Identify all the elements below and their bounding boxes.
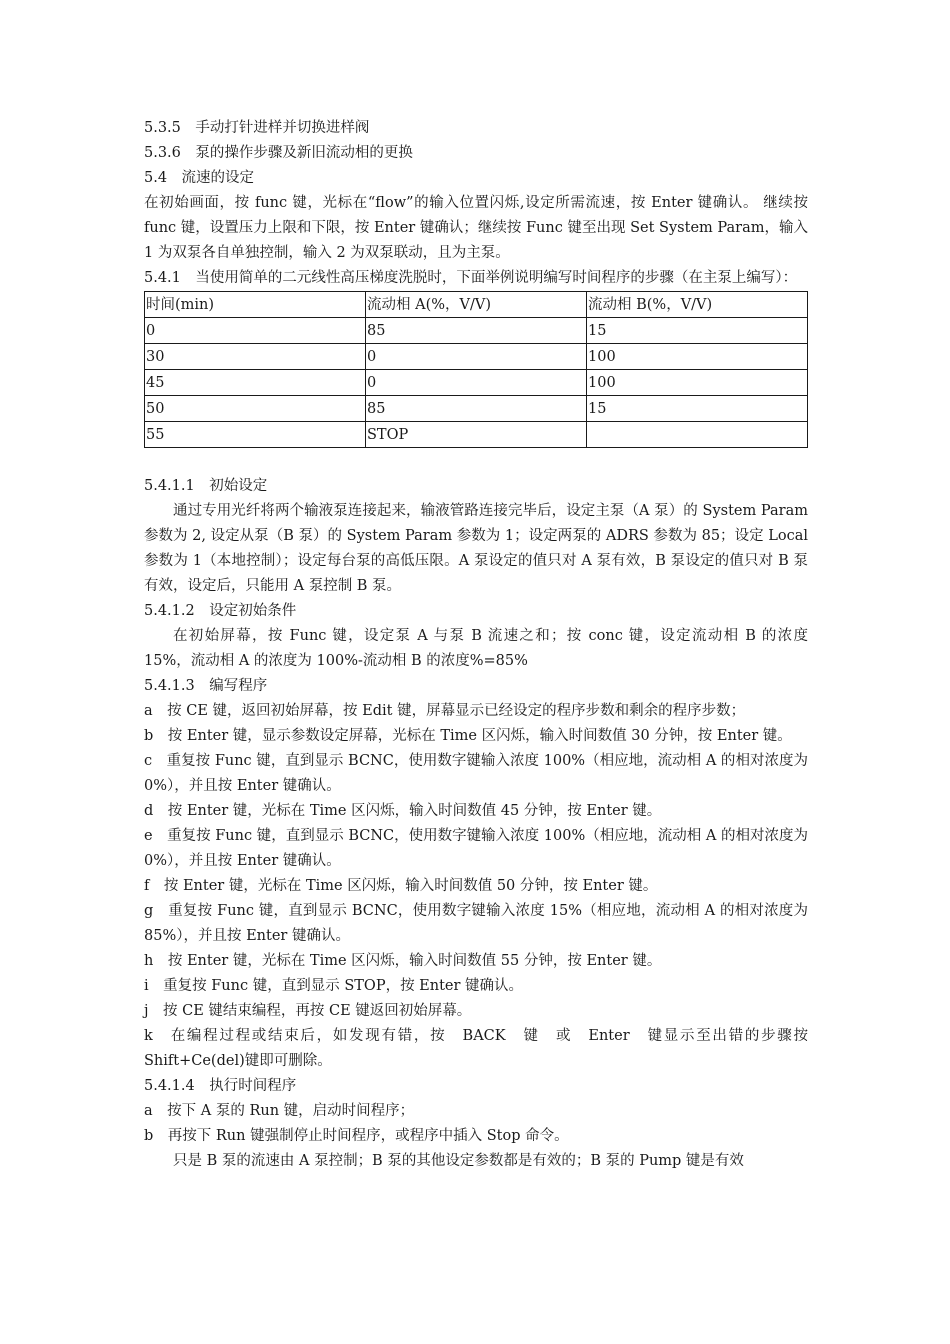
heading-5-4-1-2: 5.4.1.2 设定初始条件 [144,603,297,619]
table-header-row [145,292,808,318]
table-header-cell: 流动相 A(%，V/V) [366,292,587,318]
table-cell: STOP [366,422,587,448]
step-item: g 重复按 Func 键，直到显示 BCNC，使用数字键输入浓度 15%（相应地，流动相 A 的相对浓度为 85%），并且按 Enter 键确认。 [144,903,808,944]
document-body [144,116,808,1174]
table-cell: 30 [145,344,366,370]
heading-5-3-5: 5.3.5 手动打针进样并切换进样阀 [144,120,370,136]
table-row [145,318,808,344]
step-item: e 重复按 Func 键，直到显示 BCNC，使用数字键输入浓度 100%（相应地，流动相 A 的相对浓度为 0%），并且按 Enter 键确认。 [144,828,808,869]
step-item: k 在编程过程或结束后，如发现有错，按 BACK 键 或 Enter 键显示至出错的步骤按 Shift+Ce(del)键即可删除。 [144,1028,808,1069]
step-item: c 重复按 Func 键，直到显示 BCNC，使用数字键输入浓度 100%（相应地，流动相 A 的相对浓度为 0%），并且按 Enter 键确认。 [144,753,808,794]
spacer [144,448,808,474]
table-cell: 55 [145,422,366,448]
heading-5-4-1-1: 5.4.1.1 初始设定 [144,478,268,494]
table-cell: 0 [145,318,366,344]
paragraph-flow-setting: 在初始画面，按 func 键，光标在“flow”的输入位置闪烁,设定所需流速，按 Enter 键确认。 继续按 func 键，设置压力上限和下限，按 Enter 键确认；继续按 Func 键至出现 Set System Param，输入 1 为双泵各自单独控制，输入 2 为双泵联动，且为主泵。 [144,195,808,261]
table-cell: 85 [366,318,587,344]
step-item: b 按 Enter 键，显示参数设定屏幕，光标在 Time 区闪烁，输入时间数值 30 分钟，按 Enter 键。 [144,728,792,744]
table-row [145,422,808,448]
table-cell: 100 [587,344,808,370]
paragraph-initial-setup: 通过专用光纤将两个输液泵连接起来，输液管路连接完毕后，设定主泵（A 泵）的 System Param 参数为 2, 设定从泵（B 泵）的 System Param 参数为 1；设定两泵的 ADRS 参数为 85；设定 Local 参数为 1（本地控制）；设定每台泵的高低压限。A 泵设定的值只对 A 泵有效，B 泵设定的值只对 B 泵有效，设定后，只能用 A 泵控制 B 泵。 [144,503,808,594]
step-item: a 按 CE 键，返回初始屏幕，按 Edit 键，屏幕显示已经设定的程序步数和剩余的程序步数； [144,703,746,719]
step-item: a 按下 A 泵的 Run 键，启动时间程序； [144,1103,415,1119]
step-item: b 再按下 Run 键强制停止时间程序，或程序中插入 Stop 命令。 [144,1128,569,1144]
table-row [145,396,808,422]
step-item: d 按 Enter 键，光标在 Time 区闪烁，输入时间数值 45 分钟，按 Enter 键。 [144,803,662,819]
step-item: h 按 Enter 键，光标在 Time 区闪烁，输入时间数值 55 分钟，按 Enter 键。 [144,953,662,969]
table-cell: 85 [366,396,587,422]
heading-5-4-1-4: 5.4.1.4 执行时间程序 [144,1078,297,1094]
paragraph-initial-conditions: 在初始屏幕，按 Func 键，设定泵 A 与泵 B 流速之和；按 conc 键，设定流动相 B 的浓度 15%，流动相 A 的浓度为 100%-流动相 B 的浓度%=85% [144,628,808,669]
table-cell: 0 [366,370,587,396]
table-row [145,370,808,396]
gradient-program-table [144,291,808,448]
paragraph-final: 只是 B 泵的流速由 A 泵控制；B 泵的其他设定参数都是有效的；B 泵的 Pump 键是有效 [173,1153,744,1169]
table-cell: 15 [587,318,808,344]
table-cell: 45 [145,370,366,396]
heading-5-3-6: 5.3.6 泵的操作步骤及新旧流动相的更换 [144,145,413,161]
table-cell: 100 [587,370,808,396]
step-item: i 重复按 Func 键，直到显示 STOP，按 Enter 键确认。 [144,978,524,994]
heading-5-4-1-3: 5.4.1.3 编写程序 [144,678,268,694]
table-cell [587,422,808,448]
table-cell: 50 [145,396,366,422]
heading-5-4: 5.4 流速的设定 [144,170,255,186]
step-item: f 按 Enter 键，光标在 Time 区闪烁，输入时间数值 50 分钟，按 Enter 键。 [144,878,658,894]
table-cell: 0 [366,344,587,370]
table-cell: 15 [587,396,808,422]
step-item: j 按 CE 键结束编程，再按 CE 键返回初始屏幕。 [144,1003,472,1019]
table-row [145,344,808,370]
table-header-cell: 流动相 B(%，V/V) [587,292,808,318]
paragraph-5-4-1: 5.4.1 当使用简单的二元线性高压梯度洗脱时，下面举例说明编写时间程序的步骤（在主泵上编写）： [144,270,798,286]
table-header-cell: 时间(min) [145,292,366,318]
